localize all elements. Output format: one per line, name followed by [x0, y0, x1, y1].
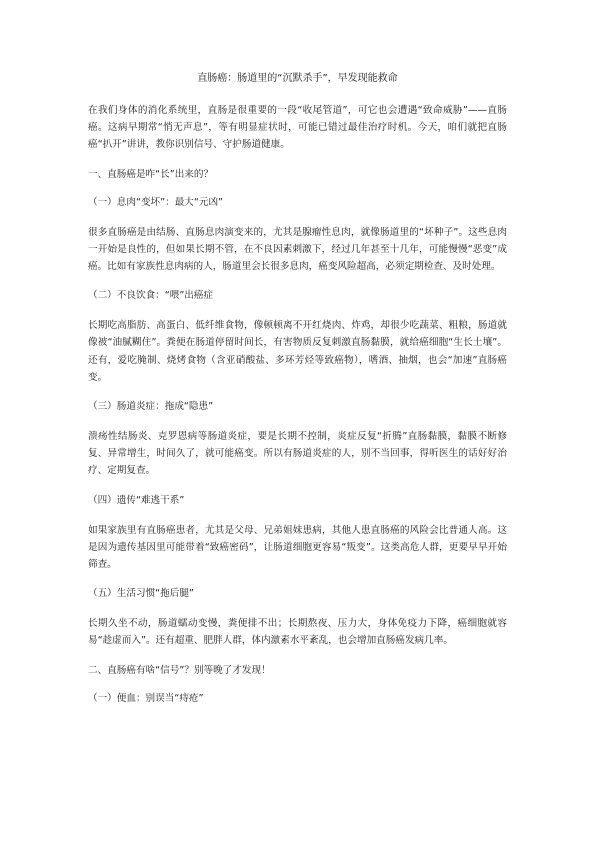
section-heading-signals: 二、直肠癌有啥“信号”？别等晚了才发现！: [88, 664, 271, 676]
subheading-diet: （二）不良饮食：“喂”出癌症: [88, 290, 214, 302]
document-title: 直肠癌：肠道里的“沉默杀手”，早发现能救命: [197, 73, 398, 84]
intro-paragraph: 在我们身体的消化系统里，直肠是很重要的一段“收尾管道”，可它也会遭遇“致命威胁”——直肠癌。这病早期常“悄无声息”，等有明显症状时，可能已错过最佳治疗时机。今天，咱们就把直肠癌“扒开”讲讲，教你识别信号、守护肠道健康。: [88, 105, 507, 151]
paragraph-lifestyle: 长期久坐不动，肠道蠕动变慢，粪便排不出；长期熬夜、压力大，身体免疫力下降，癌细胞就容易“趁虚而入”。还有超重、肥胖人群，体内激素水平紊乱，也会增加直肠癌发病几率。: [88, 618, 507, 647]
paragraph-polyps: 很多直肠癌是由结肠、直肠息肉演变来的，尤其是腺瘤性息肉，就像肠道里的“坏种子”。这些息肉一开始是良性的，但如果长期不管，在不良因素刺激下，经过几年甚至十几年，可能慢慢“恶变”成癌。比如有家族性息肉病的人，肠道里会长很多息肉，癌变风险超高，必须定期检查、及时处理。: [88, 226, 507, 273]
section-heading-causes: 一、直肠癌是咋“长”出来的？: [88, 168, 214, 180]
subheading-polyps: （一）息肉“变坏”：最大“元凶”: [88, 196, 224, 208]
paragraph-diet: 长期吃高脂肪、高蛋白、低纤维食物，像顿顿离不开红烧肉、炸鸡，却很少吃蔬菜、粗粮，肠道就像被“油腻糊住”。粪便在肠道停留时间长，有害物质反复刺激直肠黏膜，就给癌细胞“生长土壤”。还有，爱吃腌制、烧烤食物（含亚硝酸盐、多环芳烃等致癌物），嗜酒、抽烟，也会“加速”直肠癌变。: [88, 320, 507, 383]
subheading-inflammation: （三）肠道炎症：拖成“隐患”: [88, 401, 214, 413]
subheading-genetics: （四）遗传“难逃干系”: [88, 494, 185, 506]
subheading-blood-in-stool: （一）便血：别误当“痔疮”: [88, 692, 204, 704]
paragraph-inflammation: 溃疡性结肠炎、克罗恩病等肠道炎症，要是长期不控制，炎症反复“折腾”直肠黏膜，黏膜不断修复、异常增生，时间久了，就可能癌变。所以有肠道炎症的人，别不当回事，得听医生的话好好治疗、定期复查。: [88, 431, 507, 477]
subheading-lifestyle: （五）生活习惯“拖后腿”: [88, 588, 194, 600]
paragraph-genetics: 如果家族里有直肠癌患者，尤其是父母、兄弟姐妹患病，其他人患直肠癌的风险会比普通人高。这是因为遗传基因里可能带着“致癌密码”，让肠道细胞更容易“叛变”。这类高危人群，更要早早开始筛查。: [88, 524, 507, 571]
